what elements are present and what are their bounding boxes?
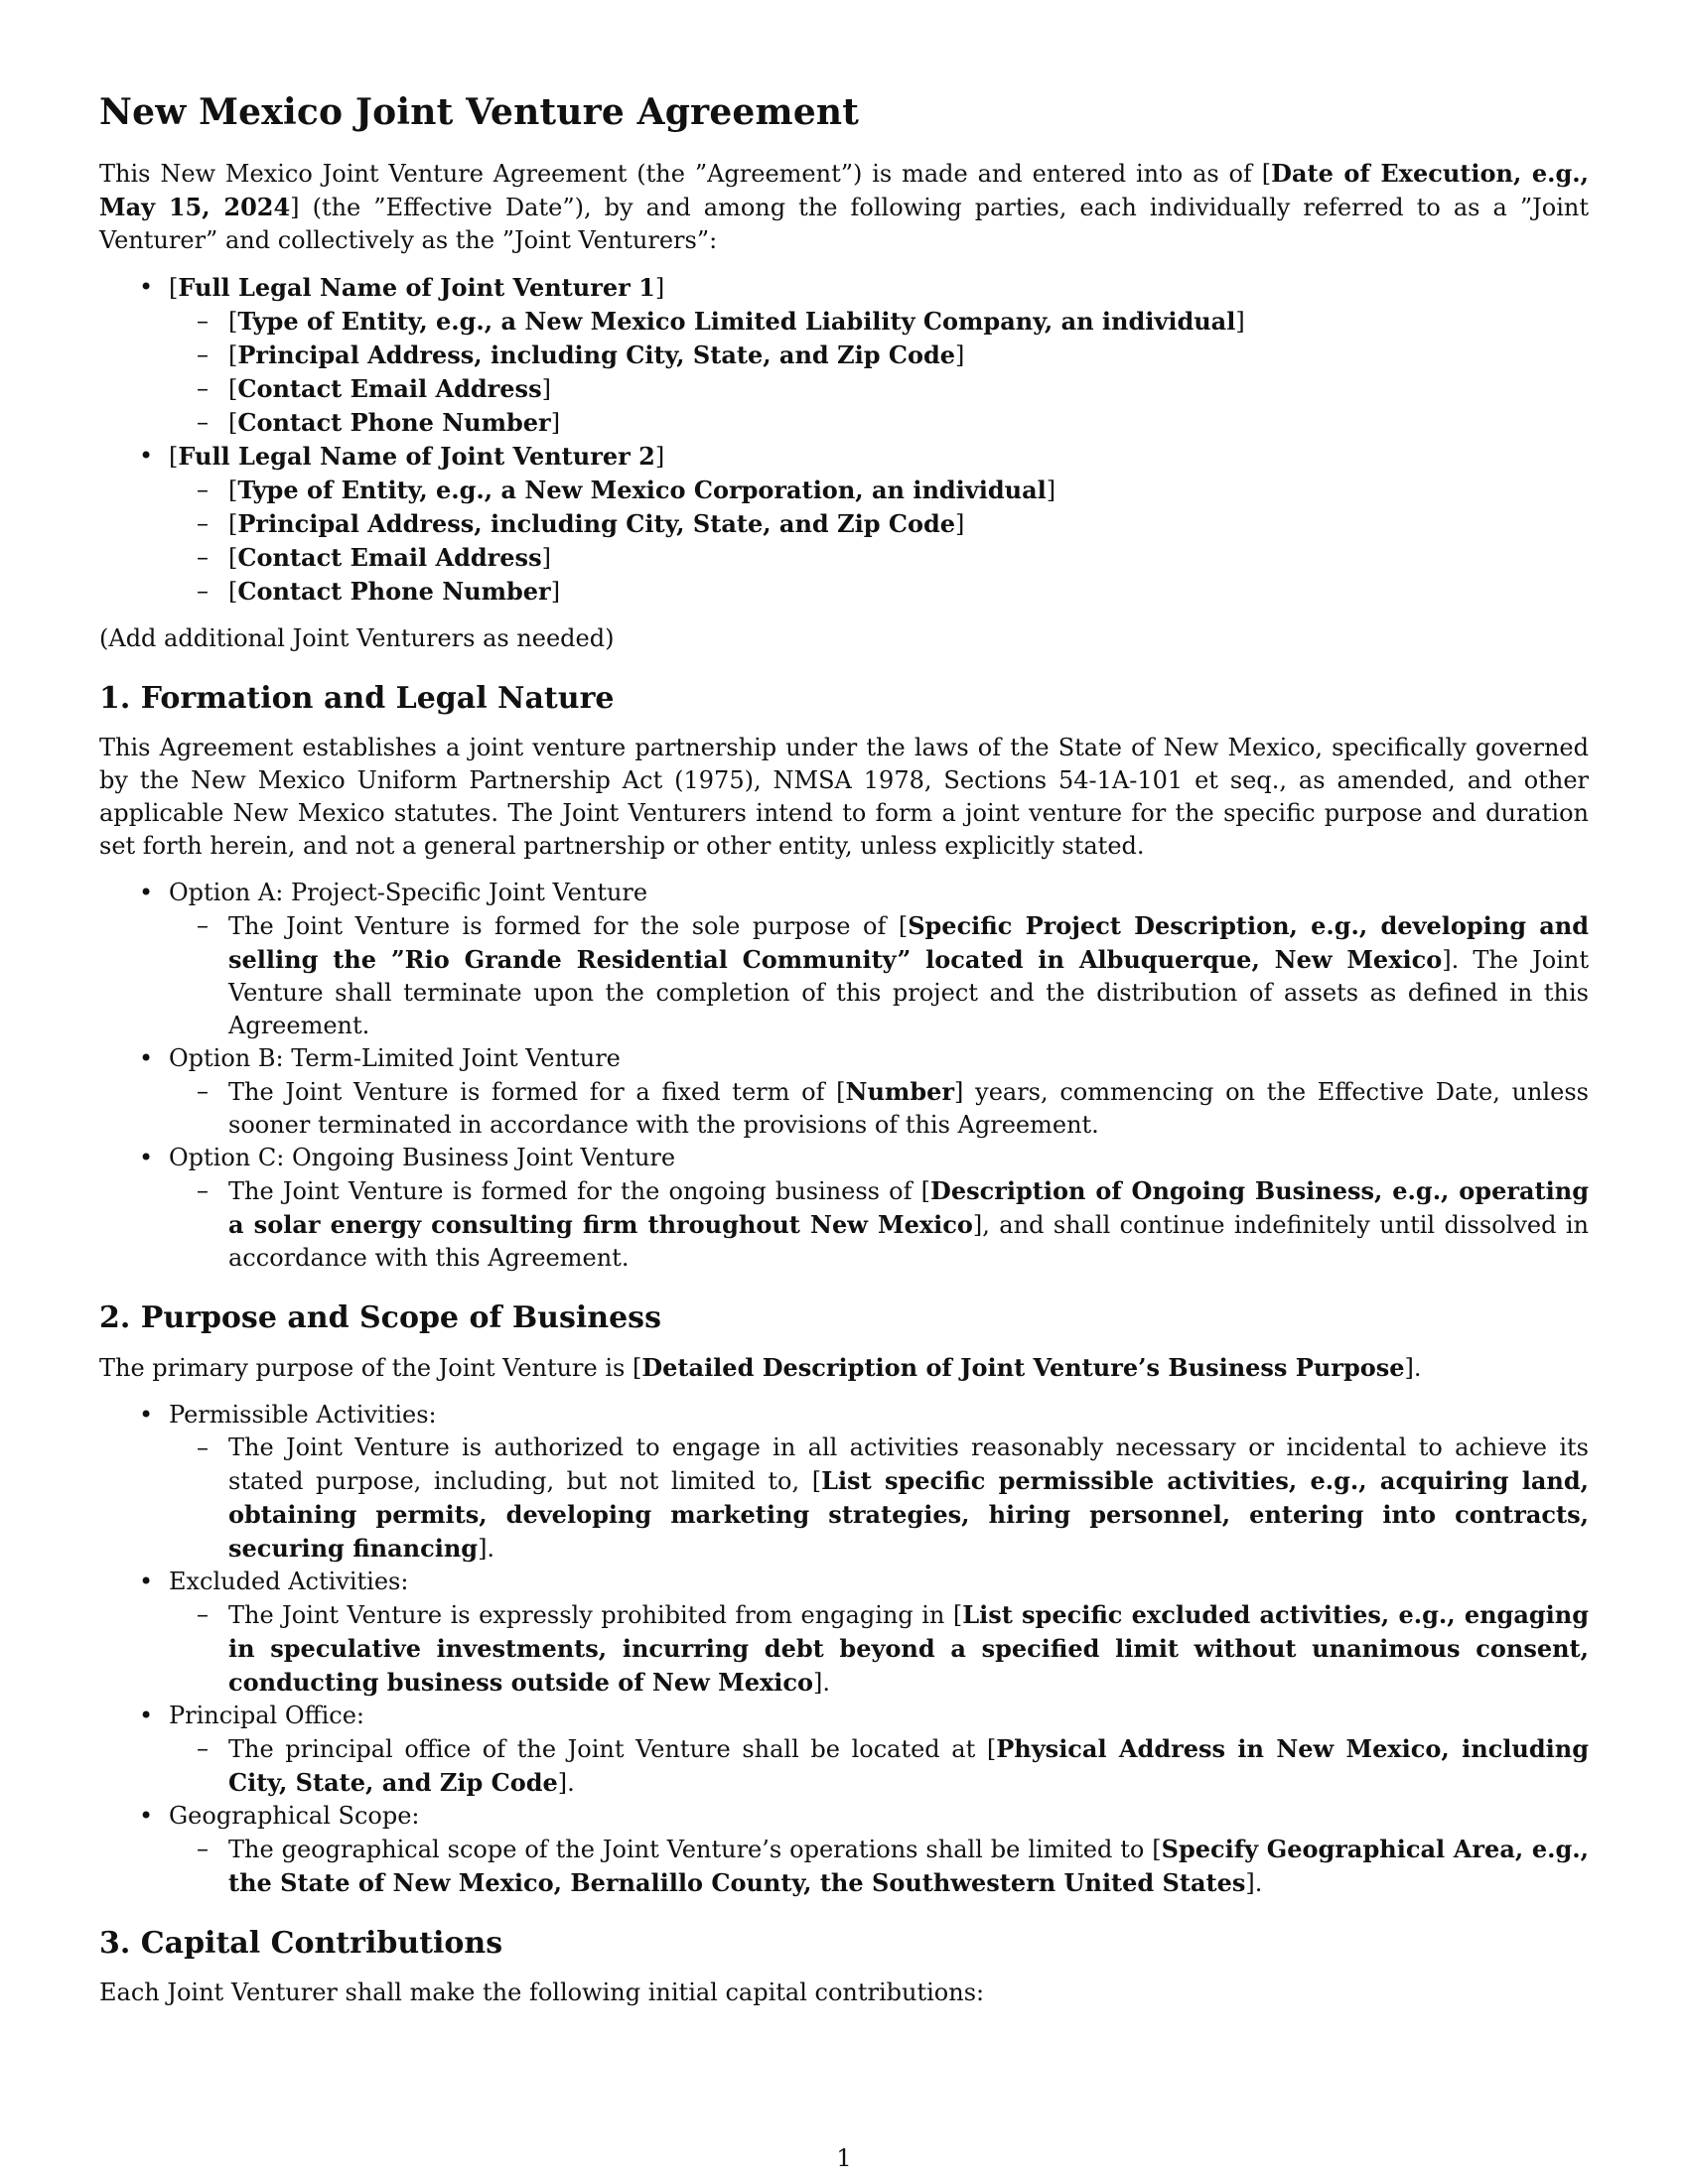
scope-list (99, 1399, 1589, 1900)
option-c-details (169, 1174, 1589, 1275)
document-page (99, 79, 1589, 2023)
option-b-text-1: The Joint Venture is formed for a fixed term of [ (228, 1078, 846, 1106)
geo-text (169, 1833, 1589, 1900)
geo-text-1: The geographical scope of the Joint Venture’s operations shall be limited to [ (228, 1836, 1162, 1863)
party-detail: – [Type of Entity, e.g., a New Mexico Corporation, an individual] (169, 474, 1589, 507)
option-b-details (169, 1075, 1589, 1142)
geo-details (169, 1833, 1589, 1900)
option-a (99, 877, 1589, 1042)
party-detail-text: Type of Entity, e.g., a New Mexico Corporation, an individual (237, 476, 1047, 504)
excluded-activities (99, 1566, 1589, 1700)
purpose-text: The primary purpose of the Joint Venture is [ (99, 1354, 642, 1382)
excluded-label: Excluded Activities: (169, 1568, 409, 1595)
option-a-label: Option A: Project-Specific Joint Venture (169, 879, 648, 906)
office-details (169, 1732, 1589, 1800)
party-list (99, 271, 1589, 609)
section-1-heading: 1. Formation and Legal Nature (99, 681, 615, 716)
option-c (99, 1142, 1589, 1275)
permissible-label: Permissible Activities: (169, 1401, 437, 1429)
geo-label: Geographical Scope: (169, 1802, 420, 1830)
party-name: Full Legal Name of Joint Venturer 2 (178, 442, 655, 471)
purpose-placeholder: Detailed Description of Joint Venture’s Business Purpose (641, 1353, 1405, 1382)
permissible-placeholder: List specific permissible activities, e.g., acquiring land, obtaining permits, developing marketing strategies, hiring personnel, entering into contracts, securing financing (228, 1466, 1589, 1563)
option-b-text-2: ] years, commencing on the Effective Date, unless sooner terminated in accordance with the provisions of this Agreement. (228, 1078, 1589, 1139)
section-3-heading: 3. Capital Contributions (99, 1926, 503, 1961)
formation-options-list (99, 877, 1589, 1275)
party-detail-text: Contact Phone Number (237, 577, 551, 606)
office-label: Principal Office: (169, 1702, 364, 1729)
geographical-scope (99, 1800, 1589, 1900)
section-2-paragraph (99, 1351, 1589, 1385)
party-name: Full Legal Name of Joint Venturer 1 (178, 273, 655, 302)
geo-text-2: ]. (1245, 1869, 1263, 1897)
party-detail: – [Contact Email Address] (169, 372, 1589, 406)
page-number: 1 (836, 2144, 852, 2172)
option-b-label: Option B: Term-Limited Joint Venture (169, 1044, 621, 1072)
option-a-text (169, 909, 1589, 1042)
date-placeholder: Date of Execution, e.g., May 15, 2024 (99, 159, 1590, 221)
excluded-text-2: ]. (813, 1669, 831, 1697)
section-1-paragraph: This Agreement establishes a joint venture partnership under the laws of the State of New Mexico, specifically governed by the New Mexico Uniform Partnership Act (1975), NMSA 1978, Sections 54-1A-101 et seq., as amended, and other applicable New Mexico statutes. The Joint Venturers intend to form a joint venture for the specific purpose and duration set forth herein, and not a general partnership or other entity, unless explicitly stated. (99, 734, 1589, 860)
party-detail: – [Contact Email Address] (169, 541, 1589, 575)
option-c-text-2: ], and shall continue indefinitely until dissolved in accordance with this Agreement. (228, 1211, 1589, 1272)
party-detail-text: Contact Phone Number (237, 408, 551, 437)
excluded-text-1: The Joint Venture is expressly prohibited from engaging in [ (228, 1601, 963, 1629)
party-detail-text: Contact Email Address (237, 374, 542, 403)
section-2-heading: 2. Purpose and Scope of Business (99, 1300, 661, 1335)
excluded-details (169, 1598, 1589, 1700)
party-detail-text: Principal Address, including City, State, and Zip Code (237, 509, 955, 538)
option-b (99, 1042, 1589, 1142)
party-detail-list (169, 474, 1589, 609)
party-detail-list (169, 305, 1589, 440)
party-detail: – [Principal Address, including City, State, and Zip Code] (169, 339, 1589, 372)
section-3-paragraph: Each Joint Venturer shall make the following initial capital contributions: (99, 1979, 985, 2006)
intro-text-1: This New Mexico Joint Venture Agreement (the ”Agreement”) is made and entered into as of [ (99, 160, 1272, 188)
party-item: • [Full Legal Name of Joint Venturer 1] – [Type of Entity, e.g., a New Mexico Limited Liability Company, an individual] – [Principal Address, including City, State, and Zip Code] – [Contact Email Address] – [Contact Phone Number] (99, 271, 1589, 440)
office-text-1: The principal office of the Joint Venture shall be located at [ (228, 1735, 997, 1763)
ongoing-business-placeholder: Description of Ongoing Business, e.g., operating a solar energy consulting firm throughout New Mexico (228, 1176, 1589, 1239)
permissible-text (169, 1432, 1589, 1566)
permissible-text-2: ]. (478, 1535, 495, 1563)
option-a-text-2: ]. The Joint Venture shall terminate upon the completion of this project and the distribution of assets as defined in this Agreement. (228, 946, 1590, 1039)
intro-text-2: ] (the ”Effective Date”), by and among the following parties, each individually referred to as a ”Joint Venturer” and collectively as the ”Joint Venturers”: (99, 194, 1589, 254)
permissible-details (169, 1432, 1589, 1566)
option-c-text-1: The Joint Venture is formed for the ongoing business of [ (228, 1177, 931, 1205)
office-text-2: ]. (557, 1769, 575, 1797)
permissible-text-1: The Joint Venture is authorized to engage in all activities reasonably necessary or incidental to achieve its stated purpose, including, but not limited to, [ (228, 1433, 1589, 1495)
office-text (169, 1732, 1589, 1800)
excluded-placeholder: List specific excluded activities, e.g., engaging in speculative investments, incurring debt beyond a specified limit without unanimous consent, conducting business outside of New Mexico (228, 1600, 1589, 1697)
party-detail-text: Contact Email Address (237, 543, 542, 572)
option-c-text (169, 1174, 1589, 1275)
party-detail: – [Contact Phone Number] (169, 406, 1589, 440)
principal-office (99, 1700, 1589, 1800)
option-b-text (169, 1075, 1589, 1142)
purpose-text-end: ]. (1404, 1354, 1422, 1382)
party-detail: – [Type of Entity, e.g., a New Mexico Limited Liability Company, an individual] (169, 305, 1589, 339)
number-placeholder: Number (845, 1077, 955, 1106)
add-venturers-note: (Add additional Joint Venturers as needed) (99, 624, 615, 652)
party-detail-text: Type of Entity, e.g., a New Mexico Limited Liability Company, an individual (237, 307, 1236, 336)
option-c-label: Option C: Ongoing Business Joint Venture (169, 1144, 676, 1171)
document-title: New Mexico Joint Venture Agreement (99, 91, 860, 133)
option-a-text-1: The Joint Venture is formed for the sole purpose of [ (228, 912, 909, 940)
intro-paragraph (99, 157, 1589, 257)
excluded-text (169, 1598, 1589, 1700)
office-placeholder: Physical Address in New Mexico, including City, State, and Zip Code (228, 1734, 1590, 1797)
permissible-activities (99, 1399, 1589, 1566)
party-detail: – [Contact Phone Number] (169, 575, 1589, 609)
project-description-placeholder: Specific Project Description, e.g., developing and selling the ”Rio Grande Residential Community” located in Albuquerque, New Mexico (228, 911, 1589, 974)
party-item: • [Full Legal Name of Joint Venturer 2] – [Type of Entity, e.g., a New Mexico Corporation, an individual] – [Principal Address, including City, State, and Zip Code] – [Contact Email Address] – [Contact Phone Number] (99, 440, 1589, 609)
option-a-details (169, 909, 1589, 1042)
geo-placeholder: Specify Geographical Area, e.g., the State of New Mexico, Bernalillo County, the Southwestern United States (228, 1835, 1590, 1897)
party-detail-text: Principal Address, including City, State, and Zip Code (237, 341, 955, 369)
party-detail: – [Principal Address, including City, State, and Zip Code] (169, 507, 1589, 541)
